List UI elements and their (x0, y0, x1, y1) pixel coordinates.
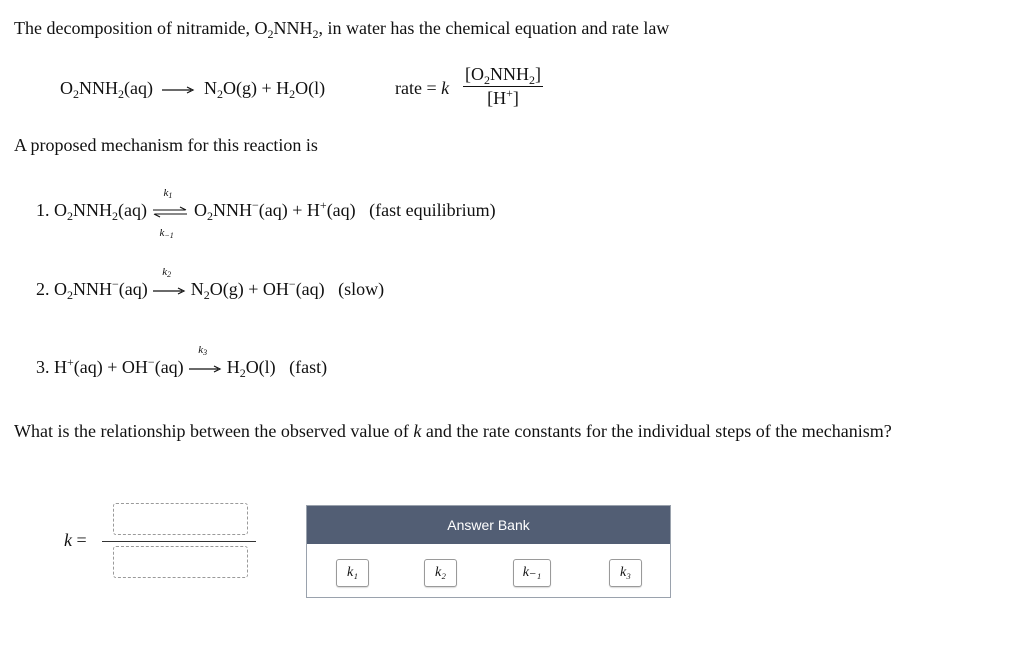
mechanism-step-1: 1. $O_2NNH_2(aq)$ $k_1$ $k_{-1}$ $O_2NNH^-(aq) + H^+(aq)$ (fast equilibrium) (36, 186, 496, 240)
chip-k-minus-1[interactable]: k₋₁ (513, 559, 551, 587)
answer-fraction-bar (102, 541, 256, 542)
arrow-icon (161, 85, 195, 95)
chip-k1[interactable]: k₁ (336, 559, 369, 587)
intro-text: The decomposition of nitramide, $O_2NNH_2$, in water has the chemical equation and rate law (14, 18, 670, 41)
arrow-icon (188, 364, 222, 374)
k-equals-label: k = (64, 530, 87, 550)
overall-equation: $O_2NNH_2(aq) N_2O(g) + H_2O(l)$ (60, 78, 326, 101)
denominator-drop-zone[interactable] (113, 546, 248, 578)
mechanism-step-2: 2. $O_2NNH^-(aq)$ $k_2$ $N_2O(g) + OH^-(aq)$ (slow) (36, 265, 385, 302)
chip-k3[interactable]: k₃ (609, 559, 642, 587)
answer-bank-title: Answer Bank (307, 506, 670, 544)
mechanism-step-3: 3. H+(aq) + OH−(aq) $k_3$ $H_2O(l)$ (fast) (36, 343, 328, 380)
arrow-icon (152, 286, 186, 296)
equilibrium-arrow-icon (151, 206, 189, 218)
answer-bank (306, 505, 671, 598)
question-text: What is the relationship between the observed value of k and the rate constants for the individual steps of the mechanism? (14, 421, 892, 441)
numerator-drop-zone[interactable] (113, 503, 248, 535)
mechanism-intro: A proposed mechanism for this reaction is (14, 135, 318, 155)
chip-k2[interactable]: k₂ (424, 559, 457, 587)
